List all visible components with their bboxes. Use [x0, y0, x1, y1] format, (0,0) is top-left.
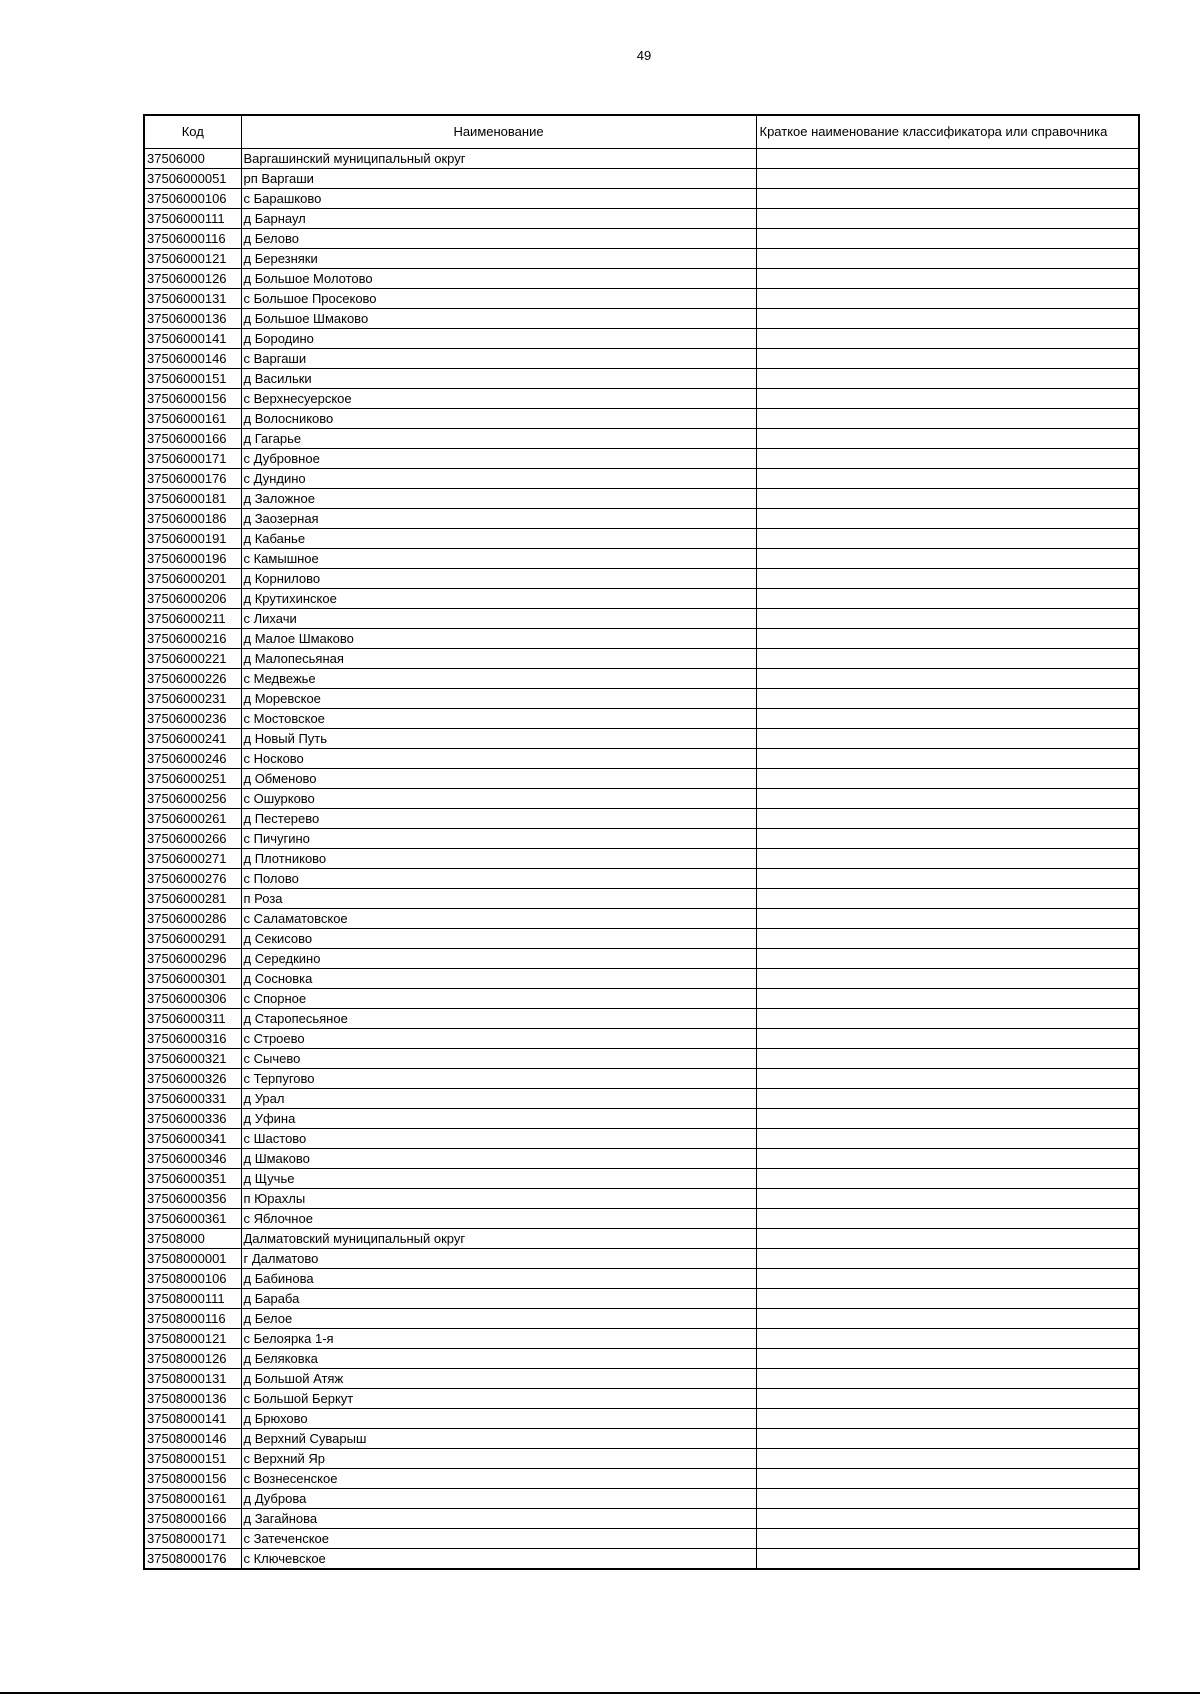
cell-short-name: [756, 1028, 1139, 1048]
table-row: [144, 1288, 1139, 1308]
cell-name: с Терпугово: [241, 1068, 756, 1088]
cell-code: 37508000161: [144, 1488, 241, 1508]
table-row: [144, 1188, 1139, 1208]
cell-short-name: [756, 448, 1139, 468]
cell-code: 37506000276: [144, 868, 241, 888]
cell-short-name: [756, 848, 1139, 868]
cell-short-name: [756, 468, 1139, 488]
classifier-table: [143, 114, 1140, 1570]
cell-short-name: [756, 168, 1139, 188]
cell-name: с Строево: [241, 1028, 756, 1048]
cell-name: д Пестерево: [241, 808, 756, 828]
cell-code: 37506000136: [144, 308, 241, 328]
cell-name: д Кабанье: [241, 528, 756, 548]
table-row: [144, 1028, 1139, 1048]
cell-name: д Крутихинское: [241, 588, 756, 608]
cell-name: с Сычево: [241, 1048, 756, 1068]
table-row: [144, 248, 1139, 268]
cell-name: д Васильки: [241, 368, 756, 388]
table-body: [144, 148, 1139, 1569]
cell-short-name: [756, 968, 1139, 988]
cell-name: с Дубровное: [241, 448, 756, 468]
cell-short-name: [756, 808, 1139, 828]
footer-rule: [0, 1692, 1200, 1694]
cell-name: д Беляковка: [241, 1348, 756, 1368]
table-row: [144, 888, 1139, 908]
cell-short-name: [756, 688, 1139, 708]
cell-name: с Ключевское: [241, 1548, 756, 1569]
cell-short-name: [756, 648, 1139, 668]
table-row: [144, 708, 1139, 728]
table-row: [144, 988, 1139, 1008]
cell-short-name: [756, 1448, 1139, 1468]
table-row: [144, 728, 1139, 748]
cell-name: д Березняки: [241, 248, 756, 268]
table-row: [144, 148, 1139, 168]
cell-name: д Большой Атяж: [241, 1368, 756, 1388]
cell-short-name: [756, 788, 1139, 808]
table-row: [144, 168, 1139, 188]
cell-short-name: [756, 1168, 1139, 1188]
cell-code: 37506000: [144, 148, 241, 168]
table-row: [144, 1108, 1139, 1128]
cell-code: 37506000351: [144, 1168, 241, 1188]
cell-name: д Середкино: [241, 948, 756, 968]
table-row: [144, 1168, 1139, 1188]
table-row: [144, 788, 1139, 808]
cell-code: 37506000151: [144, 368, 241, 388]
table-row: [144, 188, 1139, 208]
cell-short-name: [756, 1148, 1139, 1168]
table-row: [144, 848, 1139, 868]
cell-short-name: [756, 488, 1139, 508]
cell-name: п Роза: [241, 888, 756, 908]
table-row: [144, 968, 1139, 988]
cell-code: 37506000291: [144, 928, 241, 948]
table-row: [144, 308, 1139, 328]
cell-name: с Лихачи: [241, 608, 756, 628]
cell-name: д Дуброва: [241, 1488, 756, 1508]
cell-name: с Мостовское: [241, 708, 756, 728]
cell-short-name: [756, 908, 1139, 928]
cell-short-name: [756, 568, 1139, 588]
cell-short-name: [756, 1208, 1139, 1228]
cell-short-name: [756, 608, 1139, 628]
cell-code: 37506000191: [144, 528, 241, 548]
cell-short-name: [756, 408, 1139, 428]
cell-code: 37506000216: [144, 628, 241, 648]
cell-code: 37508000: [144, 1228, 241, 1248]
table-row: [144, 528, 1139, 548]
cell-name: д Бородино: [241, 328, 756, 348]
table-row: [144, 208, 1139, 228]
table-row: [144, 1348, 1139, 1368]
cell-code: 37506000341: [144, 1128, 241, 1148]
cell-code: 37508000136: [144, 1388, 241, 1408]
cell-code: 37508000151: [144, 1448, 241, 1468]
cell-name: с Верхний Яр: [241, 1448, 756, 1468]
table-row: [144, 1088, 1139, 1108]
cell-name: д Плотниково: [241, 848, 756, 868]
cell-name: с Белоярка 1-я: [241, 1328, 756, 1348]
cell-name: с Вознесенское: [241, 1468, 756, 1488]
cell-short-name: [756, 888, 1139, 908]
table-row: [144, 388, 1139, 408]
cell-code: 37506000211: [144, 608, 241, 628]
table-row: [144, 348, 1139, 368]
table-row: [144, 768, 1139, 788]
cell-short-name: [756, 248, 1139, 268]
cell-short-name: [756, 1008, 1139, 1028]
cell-short-name: [756, 1528, 1139, 1548]
cell-short-name: [756, 1368, 1139, 1388]
table-row: [144, 1068, 1139, 1088]
cell-code: 37506000116: [144, 228, 241, 248]
cell-name: д Загайнова: [241, 1508, 756, 1528]
cell-code: 37506000206: [144, 588, 241, 608]
cell-code: 37506000271: [144, 848, 241, 868]
cell-short-name: [756, 308, 1139, 328]
cell-short-name: [756, 1488, 1139, 1508]
cell-name: д Верхний Суварыш: [241, 1428, 756, 1448]
table-row: [144, 1248, 1139, 1268]
cell-short-name: [756, 548, 1139, 568]
cell-code: 37508000166: [144, 1508, 241, 1528]
table-row: [144, 1468, 1139, 1488]
table-row: [144, 1148, 1139, 1168]
table-row: [144, 1428, 1139, 1448]
table-row: [144, 1528, 1139, 1548]
cell-code: 37508000001: [144, 1248, 241, 1268]
cell-name: с Шастово: [241, 1128, 756, 1148]
table-row: [144, 408, 1139, 428]
header-short-name: Краткое наименование классификатора или справочника: [756, 115, 1139, 148]
table-row: [144, 488, 1139, 508]
table-row: [144, 568, 1139, 588]
cell-name: с Камышное: [241, 548, 756, 568]
cell-code: 37506000336: [144, 1108, 241, 1128]
cell-name: п Юрахлы: [241, 1188, 756, 1208]
cell-code: 37506000246: [144, 748, 241, 768]
cell-short-name: [756, 748, 1139, 768]
cell-name: с Барашково: [241, 188, 756, 208]
table-row: [144, 1228, 1139, 1248]
cell-short-name: [756, 1108, 1139, 1128]
table-row: [144, 468, 1139, 488]
cell-name: с Варгаши: [241, 348, 756, 368]
cell-name: д Секисово: [241, 928, 756, 948]
table-row: [144, 928, 1139, 948]
cell-code: 37508000126: [144, 1348, 241, 1368]
cell-short-name: [756, 188, 1139, 208]
cell-code: 37506000051: [144, 168, 241, 188]
table-row: [144, 228, 1139, 248]
cell-name: с Яблочное: [241, 1208, 756, 1228]
cell-name: Варгашинский муниципальный округ: [241, 148, 756, 168]
cell-code: 37506000221: [144, 648, 241, 668]
cell-short-name: [756, 1408, 1139, 1428]
cell-short-name: [756, 288, 1139, 308]
table-row: [144, 948, 1139, 968]
cell-name: д Большое Молотово: [241, 268, 756, 288]
cell-short-name: [756, 148, 1139, 168]
cell-code: 37506000141: [144, 328, 241, 348]
cell-code: 37506000236: [144, 708, 241, 728]
cell-name: д Старопесьяное: [241, 1008, 756, 1028]
cell-short-name: [756, 1428, 1139, 1448]
cell-code: 37508000171: [144, 1528, 241, 1548]
cell-code: 37506000226: [144, 668, 241, 688]
cell-code: 37506000146: [144, 348, 241, 368]
header-name: Наименование: [241, 115, 756, 148]
cell-code: 37506000356: [144, 1188, 241, 1208]
cell-code: 37506000311: [144, 1008, 241, 1028]
cell-code: 37506000171: [144, 448, 241, 468]
table-row: [144, 908, 1139, 928]
cell-code: 37506000331: [144, 1088, 241, 1108]
cell-short-name: [756, 368, 1139, 388]
cell-code: 37506000316: [144, 1028, 241, 1048]
cell-code: 37506000181: [144, 488, 241, 508]
cell-short-name: [756, 928, 1139, 948]
cell-code: 37508000176: [144, 1548, 241, 1569]
cell-code: 37506000321: [144, 1048, 241, 1068]
cell-short-name: [756, 1468, 1139, 1488]
table-row: [144, 748, 1139, 768]
cell-short-name: [756, 1508, 1139, 1528]
cell-name: Далматовский муниципальный округ: [241, 1228, 756, 1248]
cell-name: д Большое Шмаково: [241, 308, 756, 328]
cell-name: с Большой Беркут: [241, 1388, 756, 1408]
cell-code: 37508000156: [144, 1468, 241, 1488]
cell-short-name: [756, 1228, 1139, 1248]
cell-name: с Затеченское: [241, 1528, 756, 1548]
table-row: [144, 1488, 1139, 1508]
cell-code: 37506000166: [144, 428, 241, 448]
table-row: [144, 1208, 1139, 1228]
table-header: [144, 115, 1139, 148]
cell-name: д Белово: [241, 228, 756, 248]
cell-short-name: [756, 1268, 1139, 1288]
cell-code: 37508000121: [144, 1328, 241, 1348]
table-row: [144, 1508, 1139, 1528]
table-row: [144, 288, 1139, 308]
table-row: [144, 628, 1139, 648]
table-row: [144, 828, 1139, 848]
table-row: [144, 448, 1139, 468]
cell-name: д Белое: [241, 1308, 756, 1328]
cell-name: д Барнаул: [241, 208, 756, 228]
cell-code: 37506000186: [144, 508, 241, 528]
cell-code: 37506000111: [144, 208, 241, 228]
cell-name: г Далматово: [241, 1248, 756, 1268]
cell-code: 37506000296: [144, 948, 241, 968]
cell-code: 37506000231: [144, 688, 241, 708]
cell-code: 37506000156: [144, 388, 241, 408]
cell-short-name: [756, 1188, 1139, 1208]
cell-name: рп Варгаши: [241, 168, 756, 188]
cell-short-name: [756, 268, 1139, 288]
cell-short-name: [756, 728, 1139, 748]
cell-short-name: [756, 1288, 1139, 1308]
cell-short-name: [756, 828, 1139, 848]
cell-code: 37506000256: [144, 788, 241, 808]
cell-short-name: [756, 628, 1139, 648]
cell-name: д Новый Путь: [241, 728, 756, 748]
cell-name: д Урал: [241, 1088, 756, 1108]
cell-short-name: [756, 708, 1139, 728]
table-row: [144, 548, 1139, 568]
cell-short-name: [756, 388, 1139, 408]
header-code: Код: [144, 115, 241, 148]
cell-short-name: [756, 988, 1139, 1008]
cell-code: 37506000266: [144, 828, 241, 848]
cell-short-name: [756, 348, 1139, 368]
table-row: [144, 648, 1139, 668]
cell-short-name: [756, 228, 1139, 248]
cell-code: 37508000116: [144, 1308, 241, 1328]
cell-code: 37506000286: [144, 908, 241, 928]
cell-short-name: [756, 668, 1139, 688]
table-row: [144, 688, 1139, 708]
table-row: [144, 668, 1139, 688]
cell-name: д Брюхово: [241, 1408, 756, 1428]
cell-code: 37506000261: [144, 808, 241, 828]
table-row: [144, 268, 1139, 288]
cell-name: д Волосниково: [241, 408, 756, 428]
table-row: [144, 1008, 1139, 1028]
table-row: [144, 1268, 1139, 1288]
cell-short-name: [756, 868, 1139, 888]
cell-name: д Шмаково: [241, 1148, 756, 1168]
cell-code: 37506000106: [144, 188, 241, 208]
table-row: [144, 368, 1139, 388]
cell-short-name: [756, 588, 1139, 608]
cell-short-name: [756, 1068, 1139, 1088]
table-row: [144, 1448, 1139, 1468]
cell-short-name: [756, 1348, 1139, 1368]
cell-short-name: [756, 428, 1139, 448]
cell-short-name: [756, 1248, 1139, 1268]
cell-name: д Уфина: [241, 1108, 756, 1128]
cell-code: 37508000141: [144, 1408, 241, 1428]
cell-code: 37506000196: [144, 548, 241, 568]
cell-name: д Обменово: [241, 768, 756, 788]
cell-code: 37506000161: [144, 408, 241, 428]
cell-code: 37506000201: [144, 568, 241, 588]
cell-name: с Носково: [241, 748, 756, 768]
cell-code: 37506000131: [144, 288, 241, 308]
cell-code: 37506000361: [144, 1208, 241, 1228]
table-row: [144, 1388, 1139, 1408]
cell-short-name: [756, 1128, 1139, 1148]
cell-code: 37506000306: [144, 988, 241, 1008]
header-row: [144, 115, 1139, 148]
table-row: [144, 1368, 1139, 1388]
cell-code: 37506000251: [144, 768, 241, 788]
table-row: [144, 328, 1139, 348]
cell-name: д Моревское: [241, 688, 756, 708]
cell-name: с Большое Просеково: [241, 288, 756, 308]
page-number: 49: [636, 48, 652, 63]
cell-name: д Сосновка: [241, 968, 756, 988]
cell-name: с Саламатовское: [241, 908, 756, 928]
table-row: [144, 1328, 1139, 1348]
table-row: [144, 1408, 1139, 1428]
cell-code: 37506000126: [144, 268, 241, 288]
cell-short-name: [756, 328, 1139, 348]
cell-short-name: [756, 1548, 1139, 1569]
cell-name: д Щучье: [241, 1168, 756, 1188]
table-row: [144, 1308, 1139, 1328]
cell-name: д Гагарье: [241, 428, 756, 448]
cell-code: 37506000241: [144, 728, 241, 748]
cell-code: 37508000111: [144, 1288, 241, 1308]
cell-short-name: [756, 1048, 1139, 1068]
cell-name: с Полово: [241, 868, 756, 888]
cell-code: 37506000326: [144, 1068, 241, 1088]
table-row: [144, 1548, 1139, 1569]
cell-name: д Бараба: [241, 1288, 756, 1308]
cell-name: д Бабинова: [241, 1268, 756, 1288]
table-row: [144, 868, 1139, 888]
cell-short-name: [756, 948, 1139, 968]
cell-short-name: [756, 1088, 1139, 1108]
cell-name: с Спорное: [241, 988, 756, 1008]
cell-name: д Корнилово: [241, 568, 756, 588]
cell-name: с Верхнесуерское: [241, 388, 756, 408]
table-row: [144, 428, 1139, 448]
cell-short-name: [756, 768, 1139, 788]
table-row: [144, 808, 1139, 828]
table-row: [144, 588, 1139, 608]
cell-short-name: [756, 1328, 1139, 1348]
table-row: [144, 1048, 1139, 1068]
table-row: [144, 1128, 1139, 1148]
cell-code: 37506000346: [144, 1148, 241, 1168]
cell-short-name: [756, 528, 1139, 548]
cell-name: д Заозерная: [241, 508, 756, 528]
cell-name: с Ошурково: [241, 788, 756, 808]
table-row: [144, 508, 1139, 528]
cell-name: с Медвежье: [241, 668, 756, 688]
cell-name: д Малопесьяная: [241, 648, 756, 668]
cell-code: 37508000106: [144, 1268, 241, 1288]
cell-code: 37506000176: [144, 468, 241, 488]
table-row: [144, 608, 1139, 628]
cell-name: д Малое Шмаково: [241, 628, 756, 648]
cell-name: с Пичугино: [241, 828, 756, 848]
cell-code: 37506000281: [144, 888, 241, 908]
cell-code: 37508000146: [144, 1428, 241, 1448]
cell-name: с Дундино: [241, 468, 756, 488]
cell-short-name: [756, 508, 1139, 528]
cell-name: д Заложное: [241, 488, 756, 508]
cell-short-name: [756, 1308, 1139, 1328]
cell-short-name: [756, 208, 1139, 228]
cell-code: 37506000121: [144, 248, 241, 268]
cell-code: 37508000131: [144, 1368, 241, 1388]
cell-code: 37506000301: [144, 968, 241, 988]
cell-short-name: [756, 1388, 1139, 1408]
